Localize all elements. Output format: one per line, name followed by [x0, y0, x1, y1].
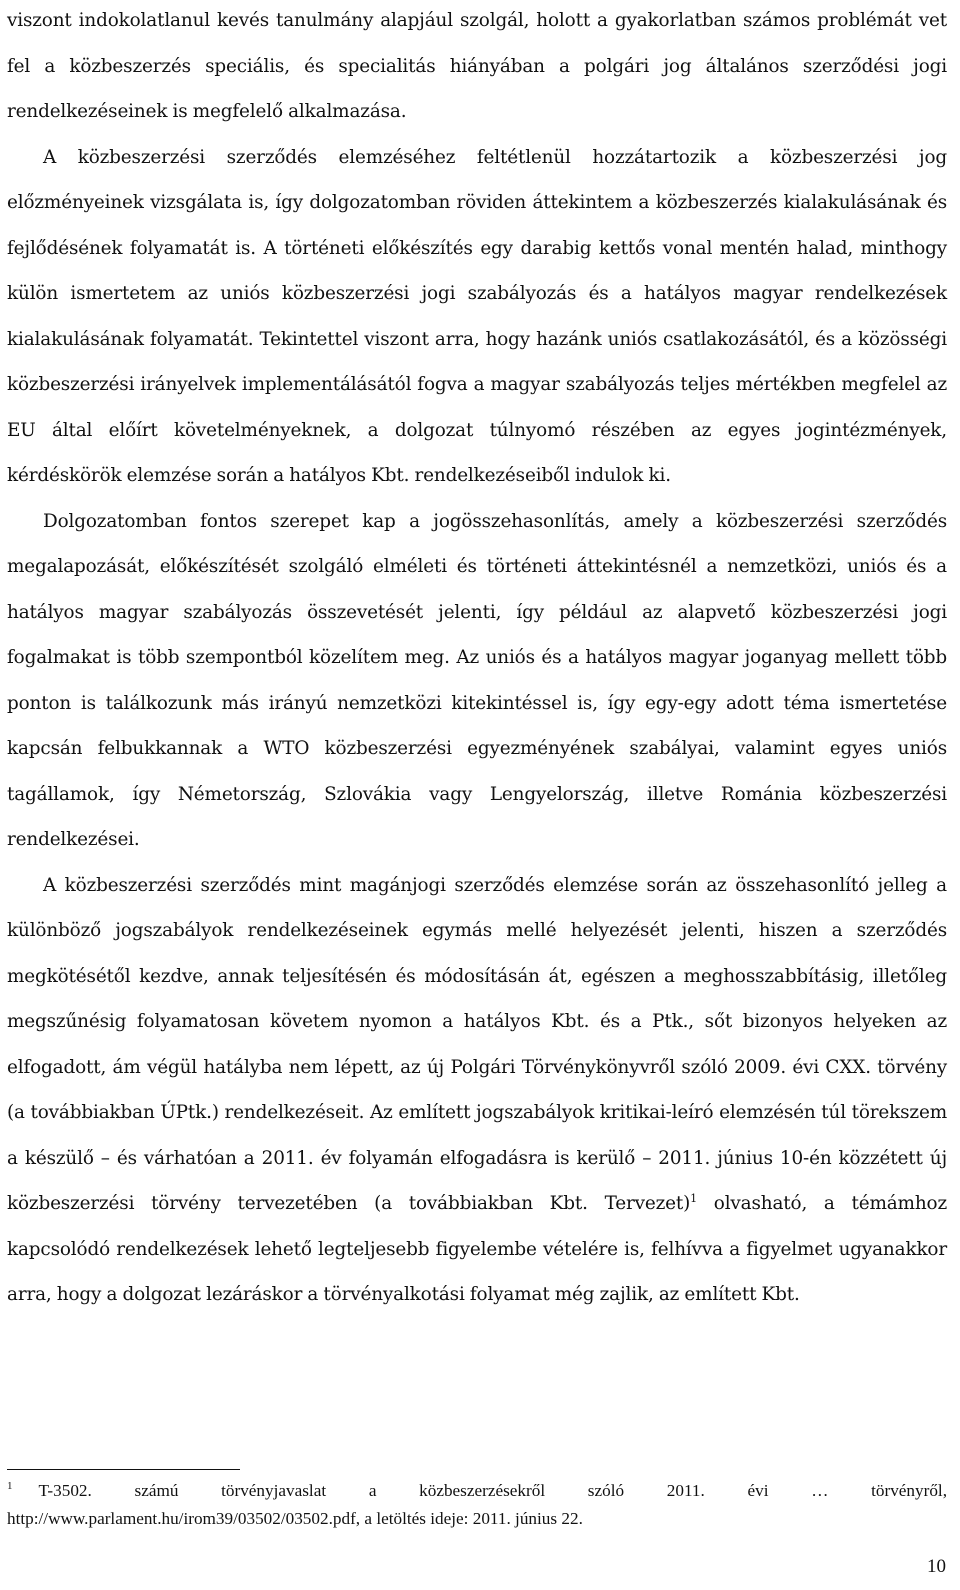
- paragraph-3: Dolgozatomban fontos szerepet kap a jogösszehasonlítás, amely a közbeszerzési szerződés megalapozását, előkészítését szolgáló elméleti és történeti áttekintésnél a nemzetközi, uniós és a hatályos magyar szabályozás összevetését jelenti, így például az alapvető közbeszerzési jogi fogalmakat is több szempontból közelítem meg. Az uniós és a hatályos magyar joganyag mellett több ponton is találkozunk más irányú nemzetközi kitekintéssel is, így egy-egy adott téma ismertetése kapcsán felbukkannak a WTO közbeszerzési egyezményének szabályai, valamint egyes uniós tagállamok, így Németország, Szlovákia vagy Lengyelország, illetve Románia közbeszerzési rendelkezései.: [7, 510, 947, 850]
- footnote-text: T-3502. számú törvényjavaslat a közbeszerzésekről szóló 2011. évi … törvényről, http://www.parlament.hu/irom39/03502/03502.pdf, a letöltés ideje: 2011. június 22.: [7, 1481, 947, 1528]
- paragraph-4: [7, 863, 947, 1318]
- footnote-number: 1: [7, 1480, 13, 1492]
- page-number: 10: [927, 1556, 946, 1577]
- paragraph-4-text-b: olvasható, a témámhoz kapcsolódó rendelkezések lehető legteljesebb figyelembe vételére is, felhívva a figyelmet ugyanakkor arra, hogy a dolgozat lezáráskor a törvényalkotási folyamat még zajlik, az említett Kbt.: [7, 1193, 947, 1305]
- footnote-separator: [7, 1469, 240, 1470]
- paragraph-2: A közbeszerzési szerződés elemzéséhez feltétlenül hozzátartozik a közbeszerzési jog előzményeinek vizsgálata is, így dolgozatomban röviden áttekintem a közbeszerzés kialakulásának és fejlődésének folyamatát is. A történeti előkészítés egy darabig kettős vonal mentén halad, minthogy külön ismertetem az uniós közbeszerzési jogi szabályozás és a hatályos magyar rendelkezések kialakulásának folyamatát. Tekintettel viszont arra, hogy hazánk uniós csatlakozásától, és a közösségi közbeszerzési irányelvek implementálásától fogva a magyar szabályozás teljes mértékben megfelel az EU által előírt követelményeknek, a dolgozat túlnyomó részében az egyes jogintézmények, kérdéskörök elemzése során a hatályos Kbt. rendelkezéseiből indulok ki.: [7, 146, 947, 486]
- footnote-reference[interactable]: 1: [690, 1192, 698, 1206]
- page-body: [7, 0, 947, 1318]
- paragraph-4-text-a: A közbeszerzési szerződés mint magánjogi szerződés elemzése során az összehasonlító jelleg a különböző jogszabályok rendelkezéseinek egymás mellé helyezését jelenti, hiszen a szerződés megkötésétől kezdve, annak teljesítésén és módosításán át, egészen a meghosszabbításig, illetőleg megszűnésig folyamatosan követem nyomon a hatályos Kbt. és a Ptk., sőt bizonyos helyeken az elfogadott, ám végül hatályba nem lépett, az új Polgári Törvénykönyvről szóló 2009. évi CXX. törvény (a továbbiakban ÚPtk.) rendelkezéseit. Az említett jogszabályok kritikai-leíró elemzésén túl törekszem a készülő – és várhatóan a 2011. év folyamán elfogadásra is kerülő – 2011. június 10-én közzétett új közbeszerzési törvény tervezetében (a továbbiakban Kbt. Tervezet): [7, 874, 947, 1214]
- footnote: [7, 1478, 947, 1532]
- paragraph-1: viszont indokolatlanul kevés tanulmány alapjául szolgál, holott a gyakorlatban számos problémát vet fel a közbeszerzés speciális, és specialitás hiányában a polgári jog általános szerződési jogi rendelkezéseinek is megfelelő alkalmazása.: [7, 10, 947, 122]
